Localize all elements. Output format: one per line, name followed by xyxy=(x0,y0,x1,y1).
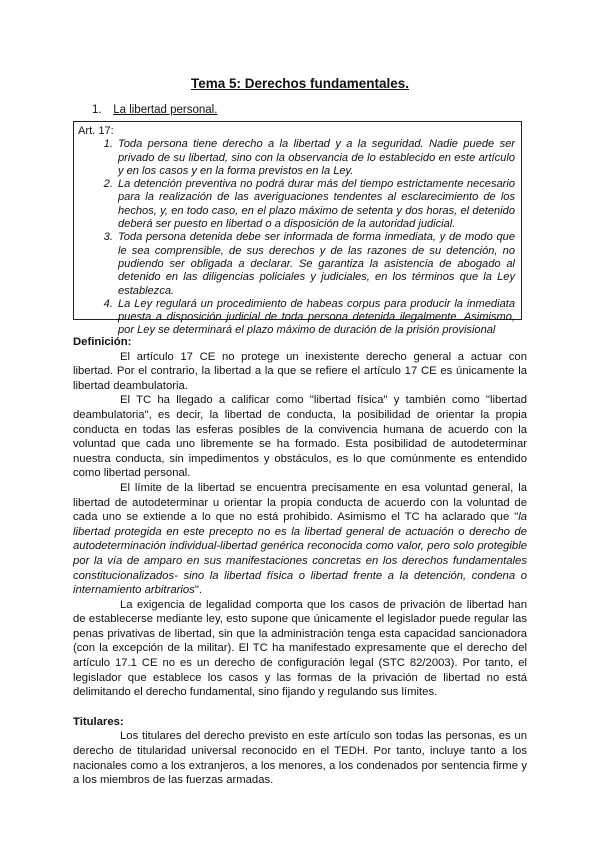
page-title: Tema 5: Derechos fundamentales. xyxy=(190,76,410,91)
section-number: 1. xyxy=(92,104,102,116)
article-box xyxy=(73,121,522,337)
paragraph-text: ". xyxy=(194,584,202,597)
article-item: 1. Toda persona tiene derecho a la libertad y a la seguridad. Nadie puede ser privado de su libertad, sino con la observancia de lo establecido en este artículo y en los casos y en la forma previstos en la Ley. xyxy=(116,138,515,178)
paragraph-text: El límite de la libertad se encuentra precisamente en esa voluntad general, la libertad de autodeterminar u orientar la propia conducta de acuerdo con la voluntad de cada uno se extiende a lo que no está prohibido. Asimismo el TC ha aclarado que " xyxy=(73,481,527,524)
article-item: 3. Toda persona detenida debe ser informada de forma inmediata, y de modo que le sea comprensible, de sus derechos y de las razones de su detención, no pudiendo ser obligada a declarar. Se garantiza la asistencia de abogado al detenido en las diligencias policiales y judiciales, en los términos que la Ley establezca. xyxy=(116,231,515,297)
definicion-heading: Definición: xyxy=(73,336,132,348)
article-heading: Art. 17: xyxy=(78,125,114,137)
article-item: 2. La detención preventiva no podrá durar más del tiempo estrictamente necesario para la realización de las averiguaciones tendentes al esclarecimiento de los hechos, y, en todo caso, en el plazo máximo de setenta y dos horas, el detenido deberá ser puesto en libertad o a disposición de la autoridad judicial. xyxy=(116,178,515,231)
paragraph: La exigencia de legalidad comporta que los casos de privación de libertad han de establecerse mediante ley, esto supone que únicamente el legislador puede regular las penas privativas de libertad, sin que la administración tenga esta capacidad sancionadora (con la excepción de la militar). El TC ha manifestado expresamente que el derecho del artículo 17.1 CE no es un derecho de configuración legal (STC 82/2003). Por tanto, el legislador que establece los casos y las formas de la privación de libertad no está delimitando el derecho fundamental, sino fijando y regulando sus límites. xyxy=(73,598,527,699)
paragraph: Los titulares del derecho previsto en este artículo son todas las personas, es un derecho de titularidad universal reconocido en el TEDH. Por tanto, incluye tanto a los nacionales como a los extranjeros, a los menores, a los condenados por sentencia firme y a los miembros de las fuerzas armadas. xyxy=(73,730,527,787)
section-heading xyxy=(92,104,217,116)
paragraph: El TC ha llegado a calificar como "libertad física" y también como "libertad deambulatoria", es decir, la libertad de conducta, la posibilidad de orientar la propia conducta en todas las esferas posibles de la convivencia humana de acuerdo con la voluntad que cada uno libremente se ha formado. Esta posibilidad de autodeterminar nuestra conducta, sin impedimentos y obstáculos, es lo que comúnmente es entendido como libertad personal. xyxy=(73,394,527,480)
titulares-heading: Titulares: xyxy=(73,715,124,728)
section-label: La libertad personal. xyxy=(113,104,218,116)
paragraph xyxy=(73,481,527,598)
quote-text: la libertad protegida en este precepto no es la libertad general de actuación o derecho de autodeterminación individual-libertad genérica reconocida como valor, pero solo protegible por la vía de amparo en sus manifestaciones concretas en los derechos fundamentales constitucionalizados- sino la libertad física o libertad frente a la detención, condena o internamiento arbitrarios xyxy=(73,511,527,597)
paragraph: El artículo 17 CE no protege un inexistente derecho general a actuar con libertad. Por el contrario, la libertad a la que se refiere el artículo 17 CE es únicamente la libertad deambulatoria. xyxy=(73,350,527,392)
article-items xyxy=(78,138,515,337)
document-body xyxy=(73,335,527,788)
article-item: 4. La Ley regulará un procedimiento de habeas corpus para producir la inmediata puesta a disposición judicial de toda persona detenida ilegalmente. Asimismo, por Ley se determinará el plazo máximo de duración de la prisión provisional xyxy=(116,298,515,338)
